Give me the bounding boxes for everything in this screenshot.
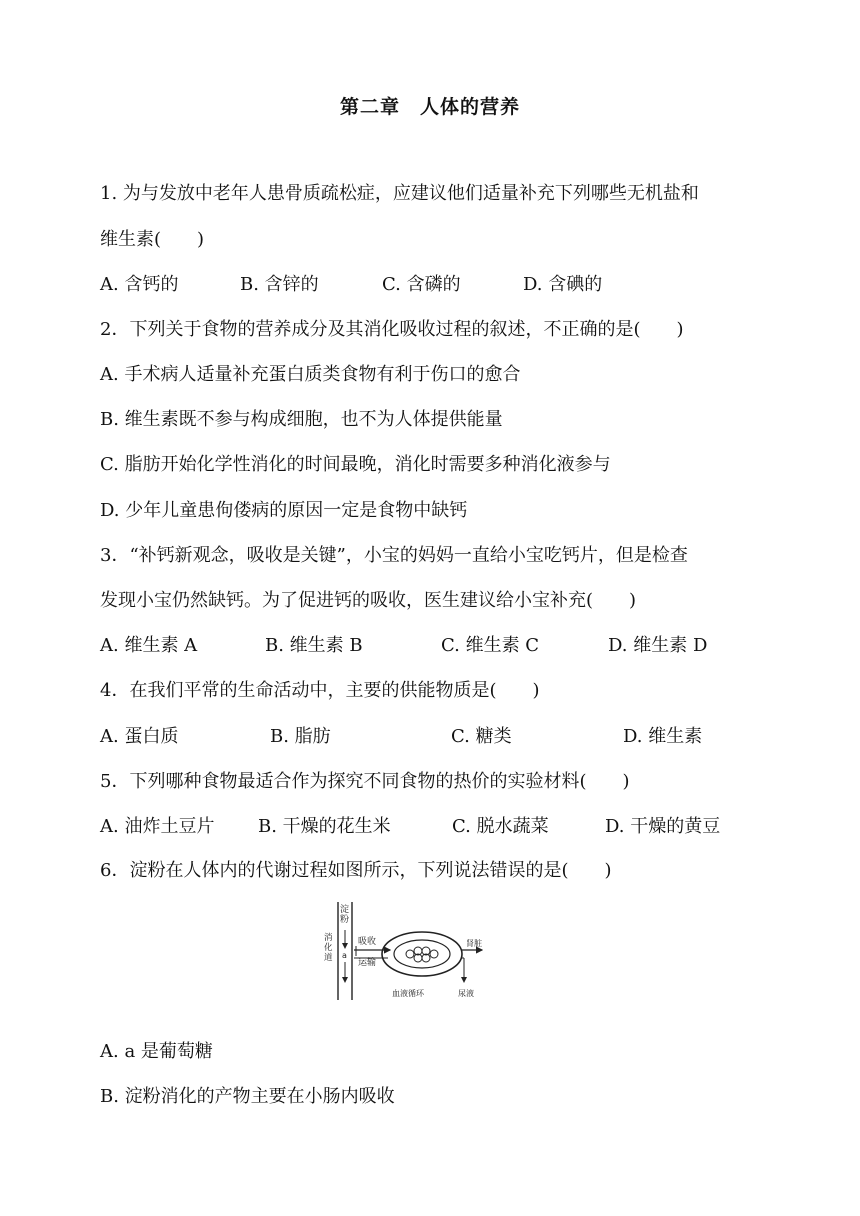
question-5-option-d: D. 干燥的黄豆 — [605, 816, 721, 837]
question-3-option-b: B. 维生素 B — [265, 635, 363, 656]
question-1-option-c: C. 含磷的 — [382, 274, 461, 295]
cells-cluster — [406, 947, 438, 962]
urine-label: 尿液 — [458, 989, 474, 998]
question-3-stem-line-1: 3．“补钙新观念，吸收是关键”，小宝的妈妈一直给小宝吃钙片，但是检查 — [100, 545, 688, 566]
question-5-option-c: C. 脱水蔬菜 — [452, 816, 549, 837]
tract-label: 消化道 — [324, 933, 333, 963]
question-4-option-d: D. 维生素 — [623, 726, 703, 747]
question-1-option-b: B. 含锌的 — [240, 274, 319, 295]
question-1-stem-line-2: 维生素( ) — [100, 229, 205, 250]
circulation-label: 血液循环 — [392, 989, 424, 998]
question-3-option-d: D. 维生素 D — [608, 635, 708, 656]
page-title: 第二章 人体的营养 — [339, 96, 520, 118]
absorb-label: 吸收 — [358, 937, 377, 947]
question-6-option-b: B. 淀粉消化的产物主要在小肠内吸收 — [100, 1086, 395, 1107]
question-2-option-a: A. 手术病人适量补充蛋白质类食物有利于伤口的愈合 — [100, 364, 521, 385]
question-4-option-a: A. 蛋白质 — [100, 726, 179, 747]
question-6-stem: 6．淀粉在人体内的代谢过程如图所示，下列说法错误的是( ) — [100, 860, 612, 881]
question-5-option-b: B. 干燥的花生米 — [258, 816, 391, 837]
question-2-stem: 2．下列关于食物的营养成分及其消化吸收过程的叙述，不正确的是( ) — [100, 319, 684, 340]
question-5-stem: 5．下列哪种食物最适合作为探究不同食物的热价的实验材料( ) — [100, 771, 630, 792]
question-2-option-c: C. 脂肪开始化学性消化的时间最晚，消化时需要多种消化液参与 — [100, 454, 611, 475]
a-label: a — [342, 951, 347, 960]
question-1-option-a: A. 含钙的 — [100, 274, 179, 295]
question-4-option-c: C. 糖类 — [451, 726, 512, 747]
question-2-option-d: D. 少年儿童患佝偻病的原因一定是食物中缺钙 — [100, 500, 468, 521]
question-1-option-d: D. 含碘的 — [523, 274, 603, 295]
question-2-option-b: B. 维生素既不参与构成细胞，也不为人体提供能量 — [100, 409, 503, 430]
question-4-stem: 4．在我们平常的生命活动中，主要的供能物质是( ) — [100, 680, 540, 701]
kidney-label: 肾脏 — [466, 939, 482, 948]
question-4-option-b: B. 脂肪 — [270, 726, 331, 747]
question-6-option-a: A. a 是葡萄糖 — [100, 1041, 213, 1062]
starch-label-1: 淀粉 — [340, 905, 350, 925]
question-5-option-a: A. 油炸土豆片 — [100, 816, 215, 837]
question-3-option-a: A. 维生素 A — [100, 635, 198, 656]
question-3-option-c: C. 维生素 C — [441, 635, 540, 656]
circulation-inner-loop — [394, 940, 450, 968]
question-1-stem-line-1: 1. 为与发放中老年人患骨质疏松症，应建议他们适量补充下列哪些无机盐和 — [100, 183, 699, 204]
question-3-stem-line-2: 发现小宝仍然缺钙。为了促进钙的吸收，医生建议给小宝补充( ) — [100, 590, 637, 611]
transport-label: 运输 — [358, 958, 377, 968]
starch-metabolism-diagram — [318, 900, 486, 1008]
